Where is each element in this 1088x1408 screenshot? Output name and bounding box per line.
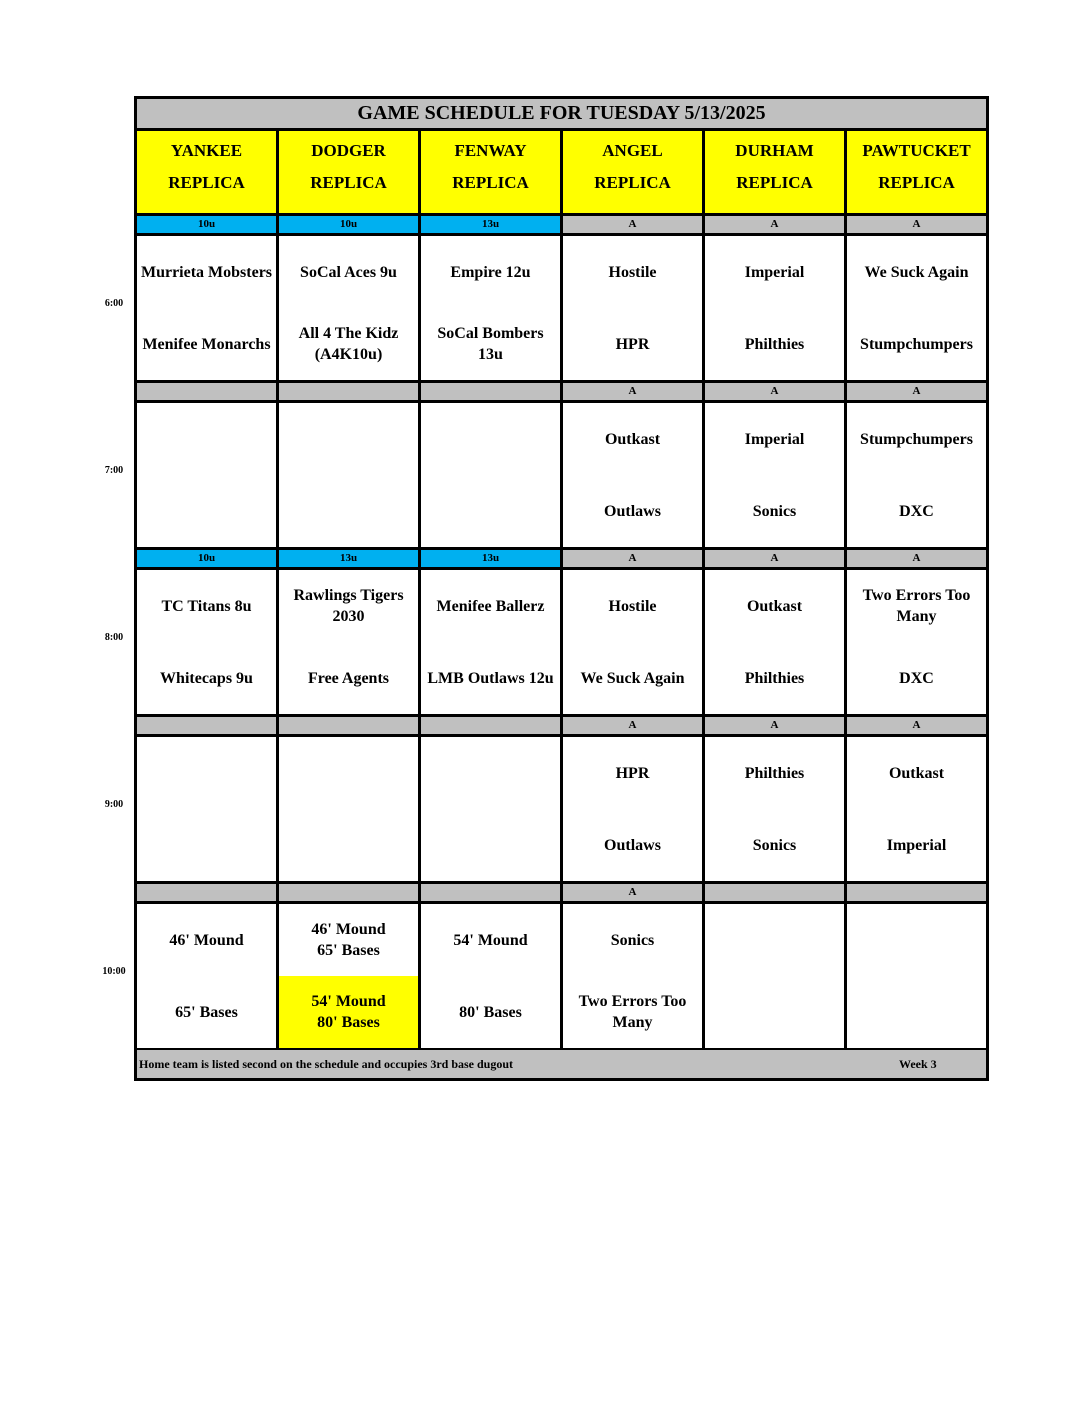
away-team-label: Philthies xyxy=(744,764,805,782)
home-team xyxy=(139,475,274,547)
game-cell xyxy=(421,904,563,1051)
away-team xyxy=(849,403,984,475)
schedule-footer xyxy=(137,1050,986,1078)
away-team-label: Hostile xyxy=(608,263,657,281)
away-team-label: TC Titans 8u xyxy=(161,597,252,615)
time-label: 9:00 xyxy=(104,799,124,810)
home-team xyxy=(565,976,700,1048)
away-team-label: Outkast xyxy=(746,597,803,615)
away-team xyxy=(565,570,700,642)
field-name: DURHAM xyxy=(735,141,814,160)
home-team xyxy=(423,642,558,714)
division-band xyxy=(421,717,563,737)
away-team-label: Murrieta Mobsters xyxy=(140,263,273,281)
division-band xyxy=(421,884,563,904)
away-team xyxy=(423,403,558,475)
away-team xyxy=(423,236,558,308)
game-cell xyxy=(279,904,421,1051)
home-team xyxy=(281,809,416,881)
home-team xyxy=(423,475,558,547)
home-team-label: SoCal Bombers 13u xyxy=(437,325,544,363)
away-team xyxy=(565,737,700,809)
away-team xyxy=(565,904,700,976)
home-team-label: Sonics xyxy=(752,836,797,854)
division-band: A xyxy=(847,717,989,737)
home-team xyxy=(707,308,842,380)
field-subtitle: REPLICA xyxy=(878,173,955,192)
field-subtitle: REPLICA xyxy=(736,173,813,192)
home-team xyxy=(281,642,416,714)
game-cell xyxy=(421,236,563,383)
away-team-label: We Suck Again xyxy=(864,263,969,281)
away-team xyxy=(281,737,416,809)
away-team-label: Rawlings Tigers 2030 xyxy=(293,587,404,625)
away-team xyxy=(139,236,274,308)
game-cell xyxy=(137,737,279,884)
game-cell xyxy=(137,904,279,1051)
home-team-label: Two Errors Too Many xyxy=(578,993,687,1031)
field-name: ANGEL xyxy=(602,141,663,160)
home-team-label: 65' Bases xyxy=(175,1003,238,1021)
home-team xyxy=(707,642,842,714)
home-team xyxy=(849,308,984,380)
home-team-label: Outlaws xyxy=(604,836,661,854)
division-band: A xyxy=(563,216,705,236)
away-team xyxy=(849,570,984,642)
game-cell xyxy=(705,570,847,717)
division-band: 13u xyxy=(421,550,563,570)
game-cell xyxy=(563,904,705,1051)
division-band: A xyxy=(705,216,847,236)
division-band: A xyxy=(705,550,847,570)
game-cell xyxy=(563,570,705,717)
away-team-label: SoCal Aces 9u xyxy=(300,263,397,281)
away-team-label: Outkast xyxy=(888,764,945,782)
away-team xyxy=(565,236,700,308)
away-team-label: Outkast xyxy=(604,430,661,448)
game-cell xyxy=(421,570,563,717)
division-band: 10u xyxy=(279,216,421,236)
home-team-label: Philthies xyxy=(744,669,805,687)
home-team-label: HPR xyxy=(615,335,650,353)
home-team-label: Stumpchumpers xyxy=(860,335,973,353)
away-team-label: Imperial xyxy=(744,263,805,281)
game-cell xyxy=(563,403,705,550)
game-cell xyxy=(137,236,279,383)
game-cell xyxy=(279,737,421,884)
division-band: 10u xyxy=(137,550,279,570)
division-band: A xyxy=(563,884,705,904)
game-cell xyxy=(705,904,847,1051)
time-label: 7:00 xyxy=(104,465,124,476)
home-team xyxy=(565,642,700,714)
division-band: A xyxy=(705,717,847,737)
away-team-label: Two Errors Too Many xyxy=(862,587,971,625)
away-team xyxy=(281,236,416,308)
home-team-label: All 4 The Kidz (A4K10u) xyxy=(298,325,399,363)
home-team-label: Sonics xyxy=(752,502,797,520)
home-team xyxy=(707,976,842,1048)
game-cell xyxy=(847,737,989,884)
field-subtitle: REPLICA xyxy=(594,173,671,192)
time-label: 6:00 xyxy=(104,298,124,309)
division-band xyxy=(137,383,279,403)
home-team xyxy=(849,475,984,547)
division-band: 10u xyxy=(137,216,279,236)
field-name: DODGER xyxy=(311,141,386,160)
home-team-label: We Suck Again xyxy=(580,669,685,687)
away-team xyxy=(139,737,274,809)
home-team xyxy=(139,976,274,1048)
away-team xyxy=(849,737,984,809)
away-team-label: 46' Mound xyxy=(169,931,244,949)
home-team-label: 80' Bases xyxy=(459,1003,522,1021)
division-band xyxy=(137,717,279,737)
game-cell xyxy=(137,403,279,550)
game-cell xyxy=(563,737,705,884)
home-team xyxy=(139,809,274,881)
division-band: A xyxy=(563,717,705,737)
away-team xyxy=(423,737,558,809)
division-band xyxy=(279,717,421,737)
home-team xyxy=(565,809,700,881)
field-subtitle: REPLICA xyxy=(168,173,245,192)
home-team xyxy=(281,308,416,380)
away-team xyxy=(849,904,984,976)
field-header-angel xyxy=(563,131,705,216)
home-team-label: LMB Outlaws 12u xyxy=(427,669,554,687)
home-team xyxy=(139,308,274,380)
game-cell xyxy=(279,570,421,717)
game-cell xyxy=(705,737,847,884)
field-header-durham xyxy=(705,131,847,216)
away-team xyxy=(281,570,416,642)
away-team xyxy=(139,904,274,976)
home-team-label: Imperial xyxy=(886,836,947,854)
away-team-label: 54' Mound xyxy=(453,931,528,949)
game-cell xyxy=(563,236,705,383)
game-cell xyxy=(421,403,563,550)
away-team xyxy=(423,904,558,976)
field-header-fenway xyxy=(421,131,563,216)
field-subtitle: REPLICA xyxy=(310,173,387,192)
division-band xyxy=(279,383,421,403)
away-team-label: Empire 12u xyxy=(450,263,531,281)
away-team-label: Hostile xyxy=(608,597,657,615)
home-team xyxy=(279,976,418,1048)
home-team-label: DXC xyxy=(899,502,934,520)
game-cell xyxy=(847,904,989,1051)
week-label: Week 3 xyxy=(899,1057,937,1071)
division-band xyxy=(847,884,989,904)
away-team xyxy=(281,904,416,976)
schedule-sheet xyxy=(134,96,989,1081)
field-header-yankee xyxy=(137,131,279,216)
away-team-label: 46' Mound 65' Bases xyxy=(311,921,386,959)
home-team-label: Free Agents xyxy=(307,669,389,687)
field-subtitle: REPLICA xyxy=(452,173,529,192)
away-team xyxy=(849,236,984,308)
field-name: PAWTUCKET xyxy=(862,141,971,160)
away-team xyxy=(707,570,842,642)
home-team-label: Menifee Monarchs xyxy=(142,335,271,353)
field-header-pawtucket xyxy=(847,131,989,216)
home-team xyxy=(139,642,274,714)
division-band: A xyxy=(847,216,989,236)
home-team xyxy=(707,809,842,881)
game-cell xyxy=(137,570,279,717)
away-team xyxy=(139,403,274,475)
home-team xyxy=(849,976,984,1048)
home-team xyxy=(281,475,416,547)
home-team xyxy=(849,642,984,714)
home-team-label: 54' Mound 80' Bases xyxy=(311,993,386,1031)
home-team-label: DXC xyxy=(899,669,934,687)
game-cell xyxy=(279,236,421,383)
time-label: 8:00 xyxy=(104,632,124,643)
away-team xyxy=(139,570,274,642)
division-band xyxy=(279,884,421,904)
away-team xyxy=(707,403,842,475)
division-band: A xyxy=(563,550,705,570)
game-cell xyxy=(279,403,421,550)
away-team xyxy=(707,236,842,308)
game-cell xyxy=(847,570,989,717)
home-team-note: Home team is listed second on the schedule and occupies 3rd base dugout xyxy=(139,1057,514,1071)
division-band: 13u xyxy=(421,216,563,236)
away-team xyxy=(423,570,558,642)
home-team-label: Whitecaps 9u xyxy=(160,669,253,687)
away-team xyxy=(565,403,700,475)
home-team xyxy=(423,308,558,380)
division-band: A xyxy=(705,383,847,403)
game-cell xyxy=(421,737,563,884)
home-team xyxy=(565,308,700,380)
division-band: A xyxy=(563,383,705,403)
away-team xyxy=(281,403,416,475)
home-team-label: Outlaws xyxy=(604,502,661,520)
away-team xyxy=(707,904,842,976)
home-team xyxy=(849,809,984,881)
away-team-label: Sonics xyxy=(610,931,655,949)
home-team xyxy=(707,475,842,547)
field-name: FENWAY xyxy=(454,141,527,160)
home-team xyxy=(565,475,700,547)
game-cell xyxy=(705,236,847,383)
home-team xyxy=(423,809,558,881)
division-band: A xyxy=(847,383,989,403)
home-team xyxy=(423,976,558,1048)
game-cell xyxy=(705,403,847,550)
away-team-label: Stumpchumpers xyxy=(860,430,973,448)
division-band xyxy=(137,884,279,904)
game-cell xyxy=(847,403,989,550)
away-team-label: Imperial xyxy=(744,430,805,448)
time-label: 10:00 xyxy=(102,966,126,977)
away-team xyxy=(707,737,842,809)
home-team-label: Philthies xyxy=(744,335,805,353)
division-band xyxy=(421,383,563,403)
field-header-dodger xyxy=(279,131,421,216)
division-band: A xyxy=(847,550,989,570)
division-band: 13u xyxy=(279,550,421,570)
game-cell xyxy=(847,236,989,383)
away-team-label: Menifee Ballerz xyxy=(436,597,545,615)
division-band xyxy=(705,884,847,904)
away-team-label: HPR xyxy=(615,764,650,782)
field-name: YANKEE xyxy=(170,141,243,160)
schedule-title: GAME SCHEDULE FOR TUESDAY 5/13/2025 xyxy=(137,99,986,131)
